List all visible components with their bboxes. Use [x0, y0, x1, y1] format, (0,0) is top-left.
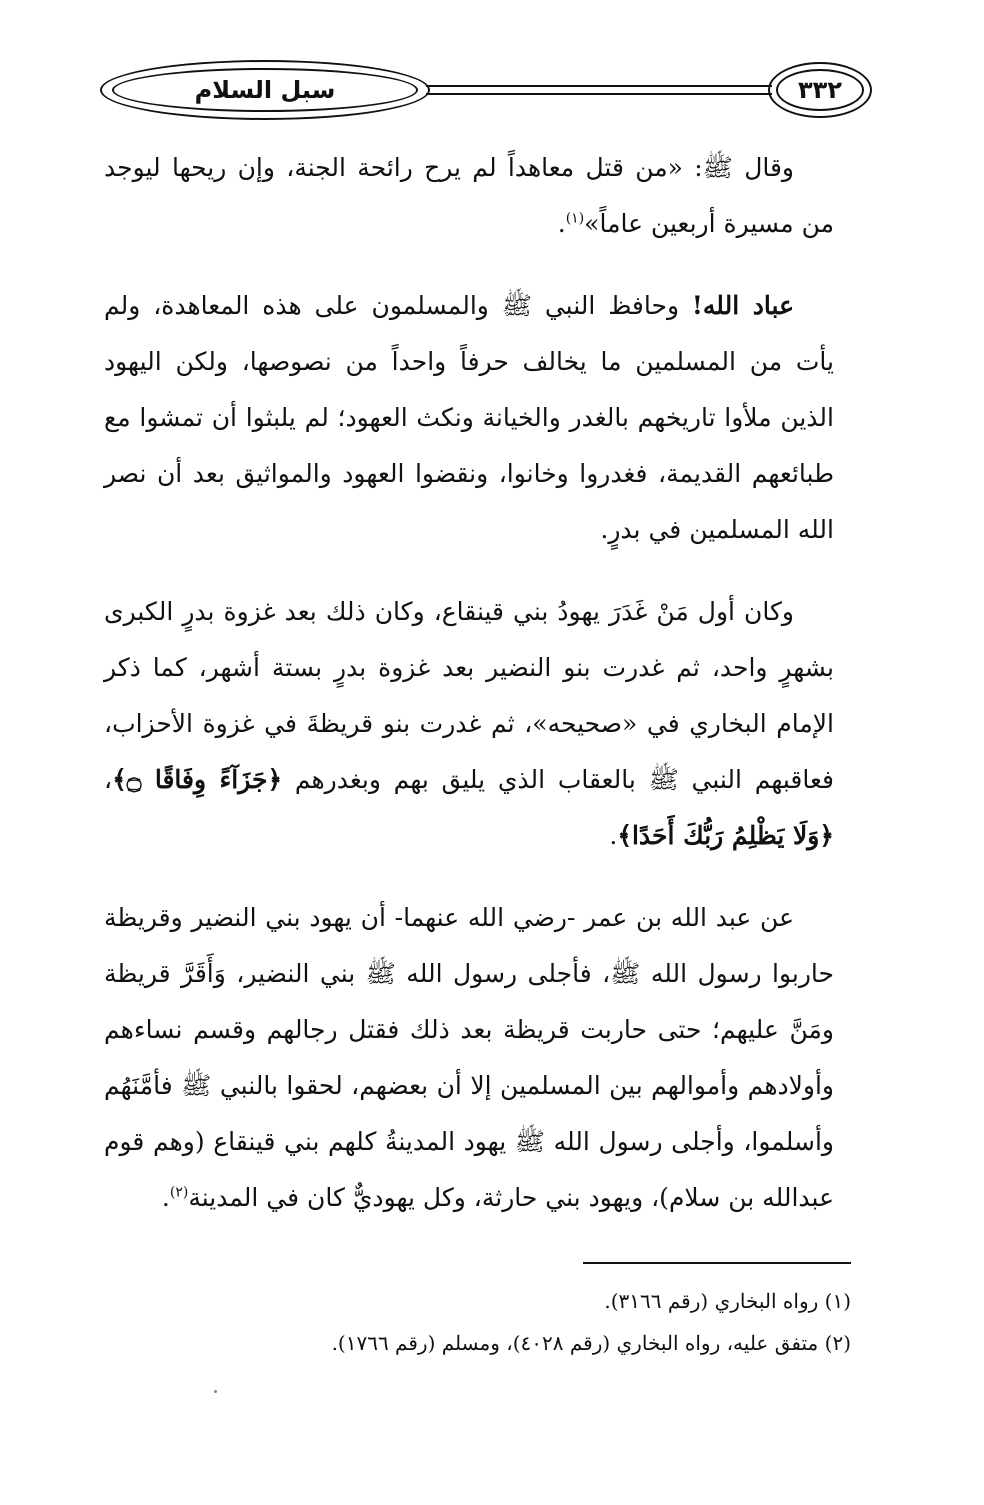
paragraph-tail: .: [609, 821, 618, 850]
paragraph-text: عن عبد الله بن عمر -رضي الله عنهما- أن يهود بني النضير وقريظة حاربوا رسول الله ﷺ، فأجلى رسول الله ﷺ بني النضير، وَأَقَرَّ قريظة ومَنَّ عليهم؛ حتى حاربت قريظة بعد ذلك فقتل رجالهم وقسم نساءهم وأولادهم وأموالهم بين المسلمين إلا أن بعضهم، لحقوا بالنبي ﷺ فأمَّنَهُم وأسلموا، وأجلى رسول الله ﷺ يهود المدينةُ كلهم بني قينقاع (وهم قوم عبدالله بن سلام)، ويهود بني حارثة، وكل يهوديٌّ كان في المدينة: [104, 903, 834, 1212]
footnote-ref: (١): [565, 210, 585, 227]
footnote: (١) رواه البخاري (رقم ٣١٦٦).: [604, 1289, 851, 1313]
header-rule: [426, 93, 772, 95]
title-frame-inner: [112, 68, 418, 112]
scan-speck: [214, 1390, 217, 1393]
title-frame: [100, 60, 430, 120]
quran-verse: ﴿وَلَا يَظْلِمُ رَبُّكَ أَحَدًا﴾: [617, 821, 834, 850]
paragraph-text: وكان أول مَنْ غَدَرَ يهودُ بني قينقاع، وكان ذلك بعد غزوة بدرٍ الكبرى بشهرٍ واحد، ثم غدرت بنو النضير بعد غزوة بدرٍ بستة أشهر، كما ذكر الإمام البخاري في «صحيحه»، ثم غدرت بنو قريظةَ في غزوة الأحزاب، فعاقبهم النبي ﷺ بالعقاب الذي يليق بهم وبغدرهم: [104, 597, 834, 794]
page-number-frame-inner: [776, 69, 864, 111]
paragraph-text: وقال ﷺ: «من قتل معاهداً لم يرح رائحة الجنة، وإن ريحها ليوجد من مسيرة أربعين عاماً»: [104, 153, 834, 238]
paragraph: [104, 584, 834, 864]
footnotes: [106, 1280, 851, 1364]
paragraph-lead: عباد الله!: [691, 291, 794, 320]
paragraph-text: وحافظ النبي ﷺ والمسلمون على هذه المعاهدة، ولم يأت من المسلمين ما يخالف حرفاً واحداً من نصوصها، ولكن اليهود الذين ملأوا تاريخهم بالغدر والخيانة ونكث العهود؛ لم يلبثوا أن تمشوا مع طبائعهم القديمة، فغدروا وخانوا، ونقضوا العهود والمواثيق بعد أن نصر الله المسلمين في بدرٍ.: [104, 291, 834, 544]
header-rule: [426, 85, 772, 87]
paragraph-tail: .: [557, 209, 566, 238]
footnote-ref: (٢): [169, 1184, 189, 1201]
page-header: [96, 52, 876, 132]
main-text: [104, 140, 834, 1226]
page-number: ٣٣٢: [798, 76, 842, 104]
paragraph: [104, 278, 834, 558]
paragraph: [104, 140, 834, 252]
paragraph-tail: .: [161, 1183, 170, 1212]
book-title: سبل السلام: [194, 76, 336, 104]
paragraph: [104, 890, 834, 1226]
page-number-frame: [768, 62, 872, 118]
paragraph-separator: ،: [104, 765, 113, 794]
footnote: (٢) متفق عليه، رواه البخاري (رقم ٤٠٢٨)، ومسلم (رقم ١٧٦٦).: [331, 1331, 851, 1355]
quran-verse: ﴿جَزَآءً وِفَاقًا ۝﴾: [112, 765, 283, 794]
footnote-separator: [583, 1262, 851, 1264]
